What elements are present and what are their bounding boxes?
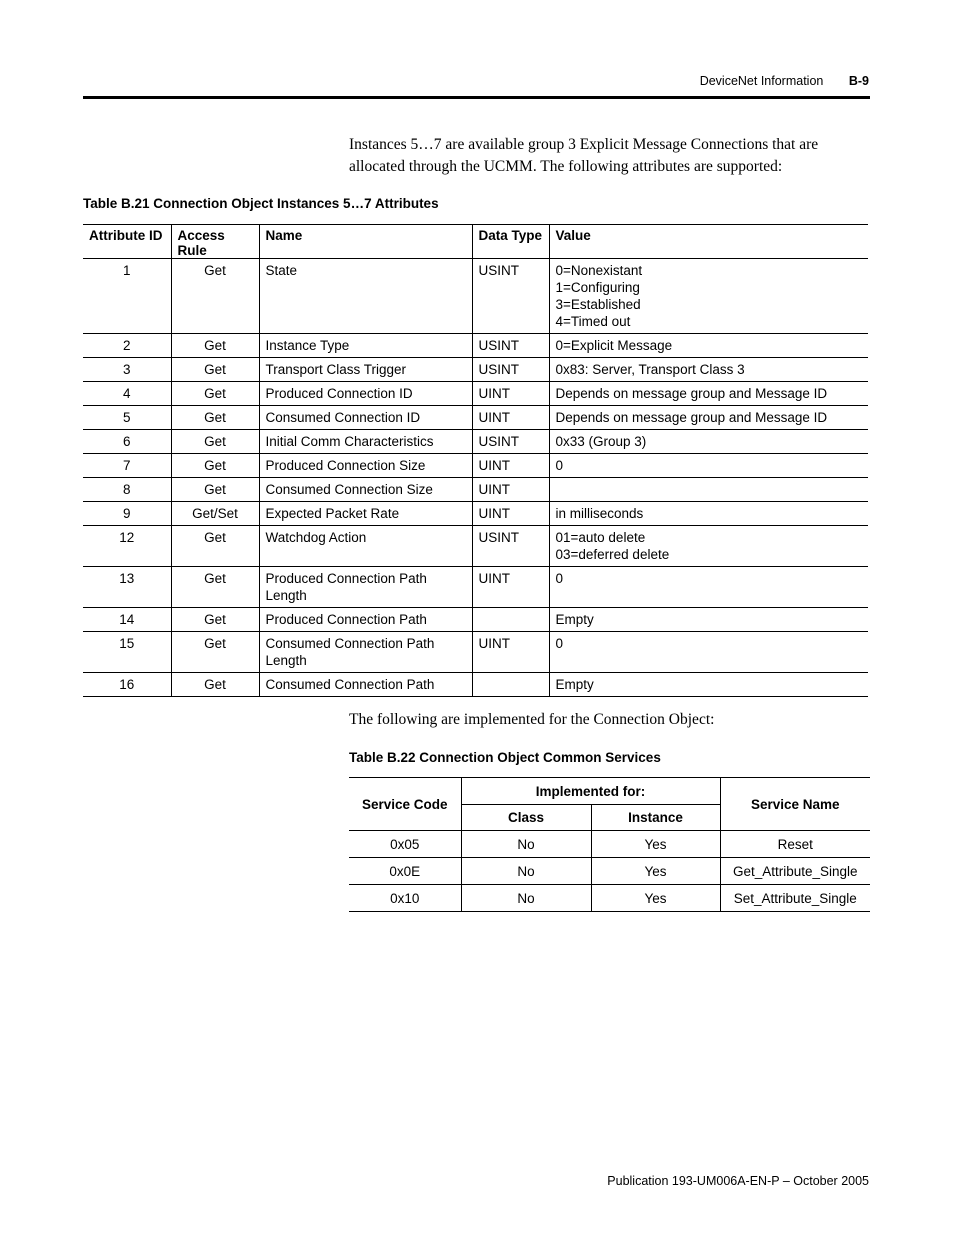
services-table-body bbox=[349, 831, 870, 912]
header-instance: Instance bbox=[591, 805, 720, 831]
cell-value: 0x33 (Group 3) bbox=[549, 430, 868, 454]
attributes-table-body bbox=[83, 259, 868, 697]
cell-attribute-id: 15 bbox=[83, 632, 171, 673]
cell-value: 0 bbox=[549, 567, 868, 608]
cell-name: Instance Type bbox=[259, 334, 472, 358]
cell-attribute-id: 2 bbox=[83, 334, 171, 358]
cell-attribute-id: 4 bbox=[83, 382, 171, 406]
cell-name: Consumed Connection Path bbox=[259, 673, 472, 697]
intro-paragraph: Instances 5…7 are available group 3 Explicit Message Connections that are allocated through the UCMM. The following attributes are supported: bbox=[349, 136, 819, 175]
table2-caption: Table B.22 Connection Object Common Services bbox=[349, 750, 661, 765]
table-row bbox=[83, 430, 868, 454]
header-rule bbox=[83, 96, 870, 99]
cell-data-type: USINT bbox=[472, 526, 549, 567]
cell-name: Transport Class Trigger bbox=[259, 358, 472, 382]
cell-service-code: 0x10 bbox=[349, 885, 461, 912]
table-row bbox=[83, 406, 868, 430]
cell-attribute-id: 13 bbox=[83, 567, 171, 608]
cell-attribute-id: 1 bbox=[83, 259, 171, 334]
cell-name: Consumed Connection Path Length bbox=[259, 632, 472, 673]
cell-attribute-id: 8 bbox=[83, 478, 171, 502]
cell-value: in milliseconds bbox=[549, 502, 868, 526]
cell-attribute-id: 5 bbox=[83, 406, 171, 430]
cell-instance: Yes bbox=[591, 885, 720, 912]
cell-access-rule: Get bbox=[171, 406, 259, 430]
table-row bbox=[83, 526, 868, 567]
cell-data-type: UINT bbox=[472, 454, 549, 478]
header-access-rule: Access Rule bbox=[171, 225, 259, 259]
cell-access-rule: Get bbox=[171, 334, 259, 358]
cell-access-rule: Get bbox=[171, 608, 259, 632]
table-row bbox=[83, 259, 868, 334]
cell-access-rule: Get bbox=[171, 382, 259, 406]
cell-attribute-id: 12 bbox=[83, 526, 171, 567]
cell-access-rule: Get bbox=[171, 526, 259, 567]
cell-data-type: USINT bbox=[472, 334, 549, 358]
cell-access-rule: Get bbox=[171, 430, 259, 454]
cell-attribute-id: 16 bbox=[83, 673, 171, 697]
cell-name: Produced Connection Path Length bbox=[259, 567, 472, 608]
cell-value: Depends on message group and Message ID bbox=[549, 406, 868, 430]
cell-attribute-id: 9 bbox=[83, 502, 171, 526]
cell-value: 0 bbox=[549, 632, 868, 673]
table-row bbox=[83, 478, 868, 502]
cell-service-name: Set_Attribute_Single bbox=[720, 885, 870, 912]
cell-service-name: Get_Attribute_Single bbox=[720, 858, 870, 885]
table-row bbox=[83, 382, 868, 406]
cell-class: No bbox=[461, 885, 591, 912]
cell-data-type: UINT bbox=[472, 567, 549, 608]
header-implemented-for: Implemented for: bbox=[461, 778, 720, 805]
table-row bbox=[83, 567, 868, 608]
cell-data-type: UINT bbox=[472, 406, 549, 430]
table-row bbox=[83, 358, 868, 382]
header-service-name: Service Name bbox=[720, 778, 870, 831]
cell-name: Consumed Connection Size bbox=[259, 478, 472, 502]
cell-class: No bbox=[461, 858, 591, 885]
cell-access-rule: Get bbox=[171, 567, 259, 608]
table-row bbox=[349, 858, 870, 885]
header-name: Name bbox=[259, 225, 472, 259]
table1-header-row bbox=[83, 225, 868, 259]
cell-name: Initial Comm Characteristics bbox=[259, 430, 472, 454]
cell-name: Produced Connection ID bbox=[259, 382, 472, 406]
cell-access-rule: Get bbox=[171, 454, 259, 478]
page-number: B-9 bbox=[848, 74, 869, 88]
table-row bbox=[83, 673, 868, 697]
table-row bbox=[83, 632, 868, 673]
cell-data-type: UINT bbox=[472, 632, 549, 673]
header-service-code: Service Code bbox=[349, 778, 461, 831]
cell-data-type: UINT bbox=[472, 502, 549, 526]
page-header bbox=[700, 74, 869, 88]
header-class: Class bbox=[461, 805, 591, 831]
table-row bbox=[349, 885, 870, 912]
cell-data-type: USINT bbox=[472, 430, 549, 454]
cell-attribute-id: 14 bbox=[83, 608, 171, 632]
cell-value: Empty bbox=[549, 673, 868, 697]
services-intro: The following are implemented for the Connection Object: bbox=[349, 711, 715, 728]
cell-data-type: USINT bbox=[472, 259, 549, 334]
attributes-table bbox=[83, 224, 868, 697]
table-row bbox=[349, 831, 870, 858]
header-attribute-id: Attribute ID bbox=[83, 225, 171, 259]
section-title: DeviceNet Information bbox=[699, 74, 824, 88]
cell-data-type bbox=[472, 608, 549, 632]
cell-access-rule: Get bbox=[171, 358, 259, 382]
cell-service-code: 0x0E bbox=[349, 858, 461, 885]
services-table bbox=[349, 777, 870, 912]
cell-value: 01=auto delete 03=deferred delete bbox=[549, 526, 868, 567]
cell-data-type bbox=[472, 673, 549, 697]
cell-access-rule: Get bbox=[171, 478, 259, 502]
cell-name: Consumed Connection ID bbox=[259, 406, 472, 430]
cell-access-rule: Get/Set bbox=[171, 502, 259, 526]
cell-value: 0=Explicit Message bbox=[549, 334, 868, 358]
cell-instance: Yes bbox=[591, 858, 720, 885]
cell-attribute-id: 7 bbox=[83, 454, 171, 478]
cell-value: Empty bbox=[549, 608, 868, 632]
cell-name: Produced Connection Path bbox=[259, 608, 472, 632]
cell-data-type: USINT bbox=[472, 358, 549, 382]
cell-value bbox=[549, 478, 868, 502]
cell-class: No bbox=[461, 831, 591, 858]
table2-header-row-1 bbox=[349, 778, 870, 805]
header-value: Value bbox=[549, 225, 868, 259]
table-row bbox=[83, 454, 868, 478]
cell-access-rule: Get bbox=[171, 673, 259, 697]
page-footer: Publication 193-UM006A-EN-P – October 2005 bbox=[607, 1174, 869, 1188]
cell-name: Watchdog Action bbox=[259, 526, 472, 567]
cell-value: 0x83: Server, Transport Class 3 bbox=[549, 358, 868, 382]
cell-value: 0=Nonexistant 1=Configuring 3=Established 4=Timed out bbox=[549, 259, 868, 334]
cell-service-code: 0x05 bbox=[349, 831, 461, 858]
cell-data-type: UINT bbox=[472, 382, 549, 406]
table-row bbox=[83, 334, 868, 358]
cell-value: 0 bbox=[549, 454, 868, 478]
cell-attribute-id: 6 bbox=[83, 430, 171, 454]
cell-instance: Yes bbox=[591, 831, 720, 858]
table-row bbox=[83, 502, 868, 526]
cell-name: Produced Connection Size bbox=[259, 454, 472, 478]
header-data-type: Data Type bbox=[472, 225, 549, 259]
cell-data-type: UINT bbox=[472, 478, 549, 502]
cell-access-rule: Get bbox=[171, 259, 259, 334]
table1-caption: Table B.21 Connection Object Instances 5…7 Attributes bbox=[83, 196, 439, 211]
cell-name: State bbox=[259, 259, 472, 334]
table-row bbox=[83, 608, 868, 632]
cell-value: Depends on message group and Message ID bbox=[549, 382, 868, 406]
cell-name: Expected Packet Rate bbox=[259, 502, 472, 526]
cell-attribute-id: 3 bbox=[83, 358, 171, 382]
cell-service-name: Reset bbox=[720, 831, 870, 858]
cell-access-rule: Get bbox=[171, 632, 259, 673]
